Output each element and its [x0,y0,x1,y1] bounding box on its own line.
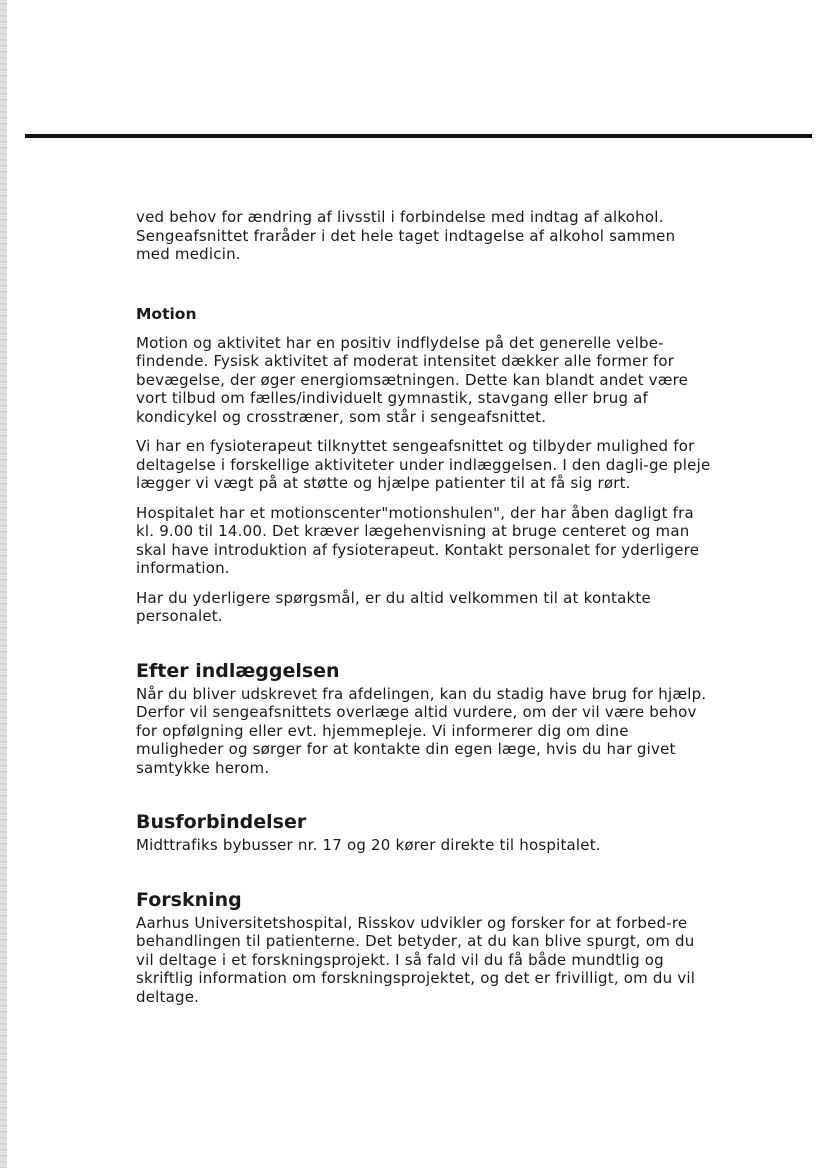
intro-paragraph: ved behov for ændring af livsstil i forbindelse med indtag af alkohol. Sengeafsnittet fraråder i det hele taget indtagelse af alkohol sammen med medicin. [136,208,676,263]
motion-paragraph-1: Motion og aktivitet har en positiv indflydelse på det generelle velbe-findende. Fysisk aktivitet af moderat intensitet dækker alle former for bevægelse, der øger energiomsætningen. Dette kan blandt andet være vort tilbud om fælles/individuelt gymnastik, stavgang eller brug af kondicykel og crosstræner, som står i sengeafsnittet. [136,333,689,426]
bus-paragraph: Midttrafiks bybusser nr. 17 og 20 kører direkte til hospitalet. [136,836,601,854]
efter-paragraph: Når du bliver udskrevet fra afdelingen, kan du stadig have brug for hjælp. Derfor vil sengeafsnittets overlæge altid vurdere, om der vil være behov for opfølgning eller evt. hjemmepleje. Vi informerer dig om dine muligheder og sørger for at kontakte din egen læge, hvis du har givet samtykke herom. [136,684,707,777]
page-content [136,208,711,1017]
motion-paragraph-2: Vi har en fysioterapeut tilknyttet sengeafsnittet og tilbyder mulighed for deltagelse i forskellige aktiviteter under indlæggelsen. I den dagli-ge pleje lægger vi vægt på at støtte og hjælpe patienter til at få sig rørt. [136,437,711,492]
efter-heading: Efter indlæggelsen [136,659,340,682]
motion-paragraph-4: Har du yderligere spørgsmål, er du altid velkommen til at kontakte personalet. [136,588,651,625]
motion-paragraph-3: Hospitalet har et motionscenter"motionshulen", der har åben dagligt fra kl. 9.00 til 14.00. Det kræver lægehenvisning at bruge centeret og man skal have introduktion af fysioterapeut. Kontakt personalet for yderligere information. [136,503,700,577]
forskning-heading: Forskning [136,888,242,911]
bus-heading: Busforbindelser [136,811,307,833]
forskning-paragraph: Aarhus Universitetshospital, Risskov udvikler og forsker for at forbed-re behandlingen til patienterne. Det betyder, at du kan blive spurgt, om du vil deltage i et forskningsprojekt. I så fald vil du få både mundtlig og skriftlig information om forskningsprojektet, og det er frivilligt, om du vil deltage. [136,913,696,1006]
scan-edge [0,0,7,1168]
motion-heading: Motion [136,304,197,323]
header-rule [25,134,812,138]
